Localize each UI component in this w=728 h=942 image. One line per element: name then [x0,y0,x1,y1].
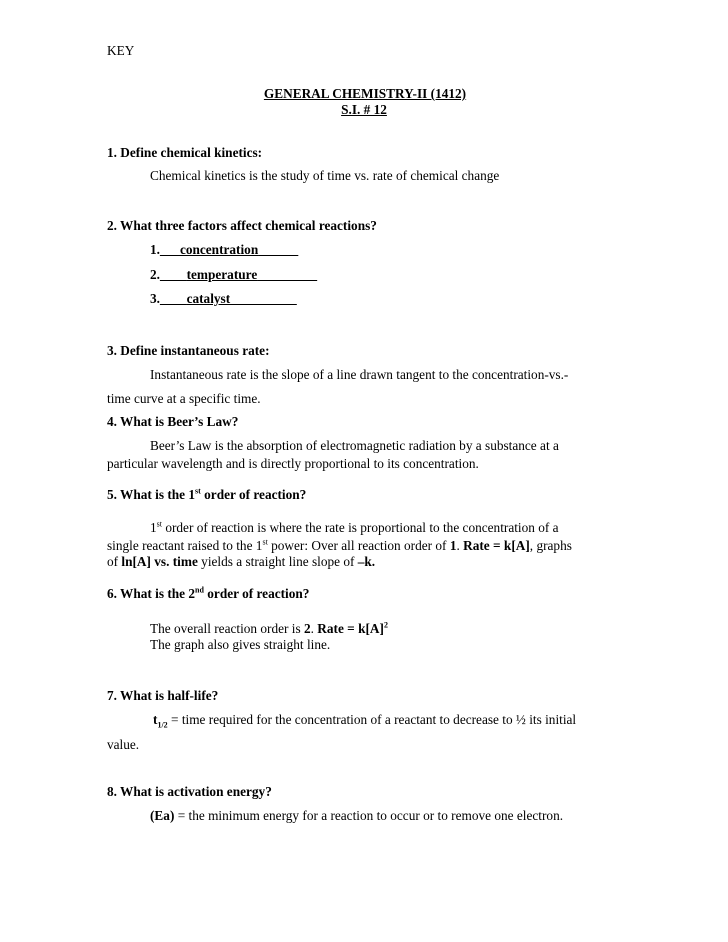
answer-5-line-3: of ln[A] vs. time yields a straight line slope of –k. [107,554,376,569]
factor-1: 1.___concentration______ [150,242,299,257]
answer-1: Chemical kinetics is the study of time vs. rate of chemical change [150,168,500,183]
factor-2: 2.____temperature_________ [150,267,318,282]
answer-6-line-2: The graph also gives straight line. [150,637,331,652]
key-label: KEY [107,43,135,58]
answer-8: (Ea) = the minimum energy for a reaction to occur or to remove one electron. [150,808,564,823]
question-4: 4. What is Beer’s Law? [107,414,239,429]
answer-5-line-2: single reactant raised to the 1st power: Over all reaction order of 1. Rate = k[A], graphs [107,537,572,553]
answer-3-line-2: time curve at a specific time. [107,391,261,406]
question-8: 8. What is activation energy? [107,784,272,799]
question-6: 6. What is the 2nd order of reaction? [107,585,310,601]
answer-7-line-1: $t_{1/2}$ = time required for the concentration of a reactant to decrease to ½ its initial [153,712,577,730]
question-3: 3. Define instantaneous rate: [107,343,270,358]
question-7: 7. What is half-life? [107,688,219,703]
factor-3: 3.____catalyst__________ [150,291,297,306]
answer-3-line-1: Instantaneous rate is the slope of a line drawn tangent to the concentration-vs.- [150,367,569,382]
answer-6-line-1: The overall reaction order is 2. Rate = $k[A]^2$ [150,620,388,636]
question-2: 2. What three factors affect chemical reactions? [107,218,377,233]
question-1: 1. Define chemical kinetics: [107,145,263,160]
answer-4-line-2: particular wavelength and is directly proportional to its concentration. [107,456,479,471]
answer-5-line-1: 1st order of reaction is where the rate is proportional to the concentration of a [150,519,559,535]
document-title: GENERAL CHEMISTRY-II (1412) [263,86,467,101]
answer-7-line-2: value. [107,737,140,752]
answer-4-line-1: Beer’s Law is the absorption of electromagnetic radiation by a substance at a [150,438,559,453]
question-5: 5. What is the 1st order of reaction? [107,486,307,502]
document-subtitle: S.I. # 12 [341,102,387,117]
